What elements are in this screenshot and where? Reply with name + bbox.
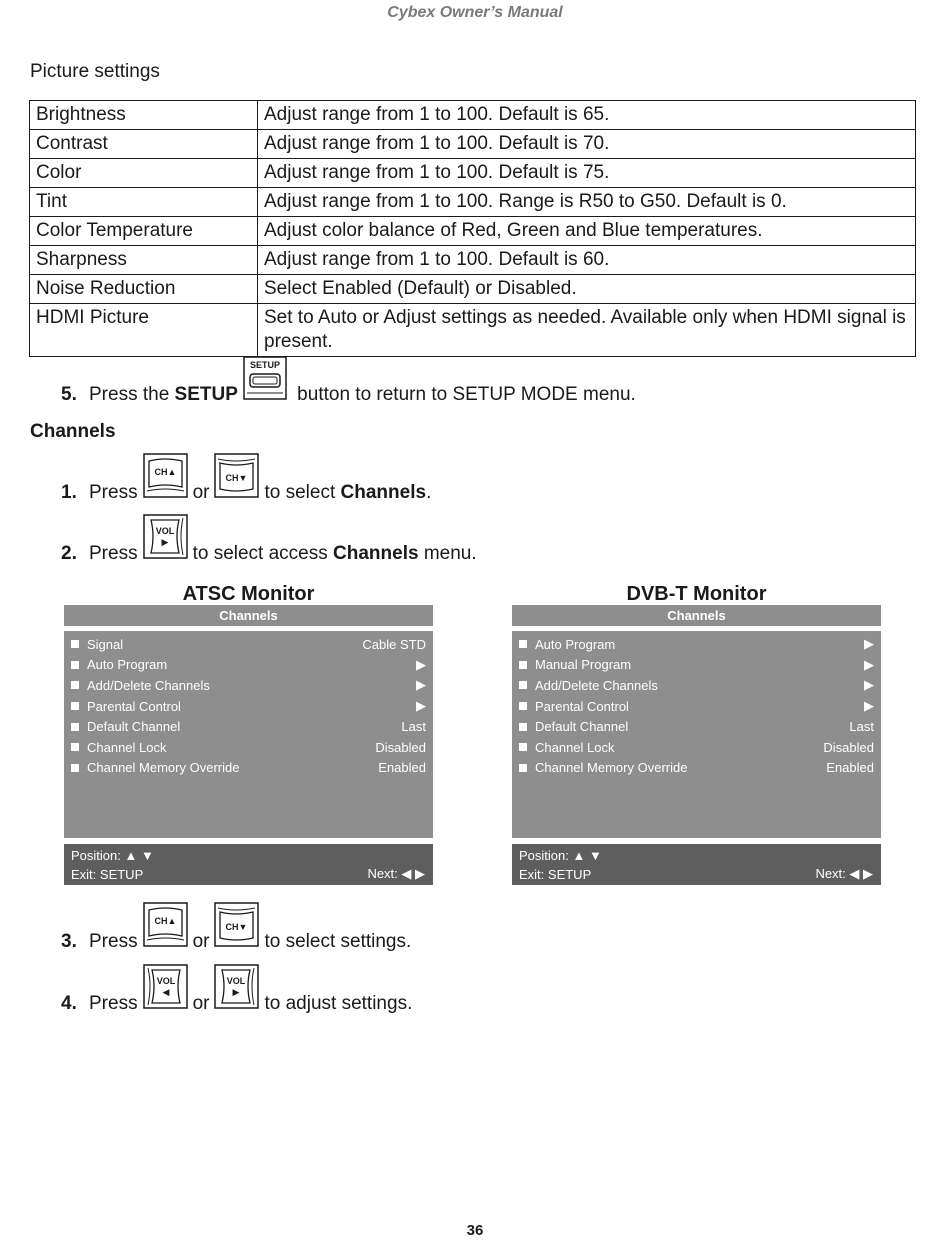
osd-footer: [64, 844, 433, 885]
square-bullet-icon: [519, 743, 527, 751]
osd-item-label: Manual Program: [535, 657, 632, 673]
step-bold: SETUP: [174, 384, 238, 405]
osd-title: Channels: [512, 605, 881, 626]
osd-item-value: ▶: [864, 698, 874, 714]
step-bold: Channels: [340, 482, 427, 503]
osd-item-value: ▶: [416, 656, 426, 672]
square-bullet-icon: [519, 661, 527, 669]
osd-item-value: ▶: [864, 677, 874, 693]
osd-menu-item: [512, 655, 881, 676]
square-bullet-icon: [519, 640, 527, 648]
step-text-mid: to select: [264, 482, 341, 503]
setting-description: Adjust range from 1 to 100. Default is 60.: [258, 246, 916, 275]
osd-item-label: Channel Memory Override: [87, 760, 240, 776]
step-2: [61, 517, 477, 565]
osd-item-label: Channel Lock: [87, 739, 167, 755]
osd-exit-hint: Exit: SETUP: [71, 867, 144, 882]
step-text: Press: [89, 482, 138, 503]
ch-up-button-icon: [143, 453, 188, 504]
setting-name: Color: [30, 159, 258, 188]
osd-menu-item: [64, 737, 433, 758]
osd-item-value: ▶: [416, 698, 426, 714]
step-bold: Channels: [333, 543, 419, 564]
square-bullet-icon: [71, 702, 79, 710]
osd-menu-item: [64, 758, 433, 779]
step-text-mid: to select access: [192, 543, 334, 564]
osd-footer: [512, 844, 881, 885]
osd-title: Channels: [64, 605, 433, 626]
table-row: [30, 101, 916, 130]
osd-item-value: Enabled: [378, 760, 426, 776]
osd-item-label: Auto Program: [87, 657, 168, 673]
square-bullet-icon: [71, 640, 79, 648]
osd-position-hint: Position: ▲ ▼: [71, 848, 154, 863]
setting-description: Select Enabled (Default) or Disabled.: [258, 275, 916, 304]
step-text-end: .: [426, 482, 432, 503]
setting-description: Set to Auto or Adjust settings as needed. Available only when HDMI signal is present.: [258, 304, 916, 357]
osd-position-hint: Position: ▲ ▼: [519, 848, 602, 863]
osd-item-label: Default Channel: [535, 719, 629, 735]
osd-menu-item: [512, 758, 881, 779]
step-text-end: button to return to SETUP MODE menu.: [291, 384, 636, 405]
osd-item-label: Add/Delete Channels: [87, 677, 210, 693]
setting-name: Brightness: [30, 101, 258, 130]
osd-item-label: Add/Delete Channels: [535, 677, 658, 693]
osd-item-label: Auto Program: [535, 636, 616, 652]
setting-description: Adjust range from 1 to 100. Range is R50 to G50. Default is 0.: [258, 188, 916, 217]
vol-right-button-icon: [143, 514, 188, 565]
osd-menu-item: [64, 675, 433, 696]
step-3: [61, 905, 411, 953]
dvbt-osd-panel: [512, 605, 881, 885]
step-text: Press: [89, 993, 138, 1014]
step-text-end: to adjust settings.: [264, 993, 413, 1014]
osd-next-hint: Next: ◀ ▶: [367, 866, 425, 881]
square-bullet-icon: [71, 681, 79, 689]
osd-menu-item: [512, 634, 881, 655]
table-row: [30, 130, 916, 159]
vol-label: VOL: [227, 976, 246, 986]
square-bullet-icon: [71, 723, 79, 731]
ch-up-button-icon: [143, 902, 188, 953]
page-number: 36: [466, 1222, 484, 1239]
setting-name: Color Temperature: [30, 217, 258, 246]
osd-item-value: Last: [401, 719, 426, 735]
or-text: or: [192, 993, 210, 1014]
osd-item-label: Parental Control: [535, 698, 629, 714]
step-1: [61, 456, 431, 504]
osd-item-value: ▶: [864, 656, 874, 672]
osd-item-label: Channel Memory Override: [535, 760, 688, 776]
osd-menu-item: [64, 696, 433, 717]
step-text: Press: [89, 543, 138, 564]
atsc-monitor-title: ATSC Monitor: [182, 583, 315, 605]
osd-item-value: Cable STD: [362, 636, 426, 652]
osd-menu-item: [512, 737, 881, 758]
right-arrow-icon: ▶: [161, 538, 169, 548]
square-bullet-icon: [519, 702, 527, 710]
right-arrow-icon: ▶: [233, 988, 240, 998]
table-row: [30, 217, 916, 246]
step-text: Press: [89, 931, 138, 952]
vol-right-button-icon: [214, 964, 259, 1015]
atsc-osd-panel: [64, 605, 433, 885]
osd-item-label: Default Channel: [87, 719, 181, 735]
osd-menu-list: [512, 631, 881, 838]
osd-item-label: Signal: [87, 636, 124, 652]
square-bullet-icon: [71, 661, 79, 669]
ch-up-label: CH▲: [154, 467, 177, 477]
square-bullet-icon: [71, 764, 79, 772]
setting-name: Sharpness: [30, 246, 258, 275]
square-bullet-icon: [71, 743, 79, 751]
osd-item-value: Enabled: [826, 760, 874, 776]
step-text-end: to select settings.: [264, 931, 412, 952]
step-number: 1.: [61, 482, 77, 503]
step-text: Press the: [89, 384, 175, 405]
osd-menu-item: [64, 716, 433, 737]
setting-description: Adjust color balance of Red, Green and Blue temperatures.: [258, 217, 916, 246]
ch-down-button-icon: [214, 453, 259, 504]
table-row: [30, 275, 916, 304]
osd-item-value: Disabled: [375, 739, 426, 755]
setting-name: Contrast: [30, 130, 258, 159]
step-number: 5.: [61, 384, 77, 405]
square-bullet-icon: [519, 723, 527, 731]
osd-item-value: ▶: [416, 677, 426, 693]
picture-settings-title: Picture settings: [30, 61, 160, 82]
osd-item-label: Channel Lock: [535, 739, 615, 755]
ch-down-label: CH▼: [226, 922, 248, 932]
osd-item-label: Parental Control: [87, 698, 181, 714]
osd-menu-item: [512, 675, 881, 696]
osd-item-value: ▶: [864, 636, 874, 652]
square-bullet-icon: [519, 681, 527, 689]
osd-menu-item: [64, 634, 433, 655]
setting-name: HDMI Picture: [30, 304, 258, 357]
step-5: [61, 358, 636, 406]
vol-label: VOL: [155, 526, 174, 536]
table-row: [30, 159, 916, 188]
ch-up-label: CH▲: [154, 916, 177, 926]
step-number: 4.: [61, 993, 77, 1014]
vol-label: VOL: [156, 976, 175, 986]
table-row: [30, 246, 916, 275]
vol-left-button-icon: [143, 964, 188, 1015]
setup-button-label: SETUP: [249, 360, 280, 370]
table-row: [30, 304, 916, 357]
setting-description: Adjust range from 1 to 100. Default is 75.: [258, 159, 916, 188]
picture-settings-table: [29, 100, 916, 357]
osd-menu-item: [512, 716, 881, 737]
osd-menu-item: [64, 655, 433, 676]
or-text: or: [192, 482, 210, 503]
osd-menu-list: [64, 631, 433, 838]
left-arrow-icon: ◀: [162, 988, 170, 998]
osd-item-value: Disabled: [823, 739, 874, 755]
osd-menu-item: [512, 696, 881, 717]
step-number: 3.: [61, 931, 77, 952]
osd-exit-hint: Exit: SETUP: [519, 867, 592, 882]
setting-name: Tint: [30, 188, 258, 217]
osd-next-hint: Next: ◀ ▶: [815, 866, 873, 881]
square-bullet-icon: [519, 764, 527, 772]
dvbt-monitor-title: DVB-T Monitor: [626, 583, 767, 605]
or-text: or: [192, 931, 210, 952]
step-number: 2.: [61, 543, 77, 564]
setting-description: Adjust range from 1 to 100. Default is 65.: [258, 101, 916, 130]
setting-name: Noise Reduction: [30, 275, 258, 304]
channels-heading: Channels: [30, 421, 116, 442]
page-header: Cybex Owner’s Manual: [387, 4, 563, 21]
ch-down-button-icon: [214, 902, 259, 953]
ch-down-label: CH▼: [226, 473, 248, 483]
step-4: [61, 967, 412, 1015]
setup-button-icon: [243, 356, 287, 406]
table-row: [30, 188, 916, 217]
osd-item-value: Last: [849, 719, 874, 735]
step-text-end: menu.: [418, 543, 477, 564]
setting-description: Adjust range from 1 to 100. Default is 70.: [258, 130, 916, 159]
